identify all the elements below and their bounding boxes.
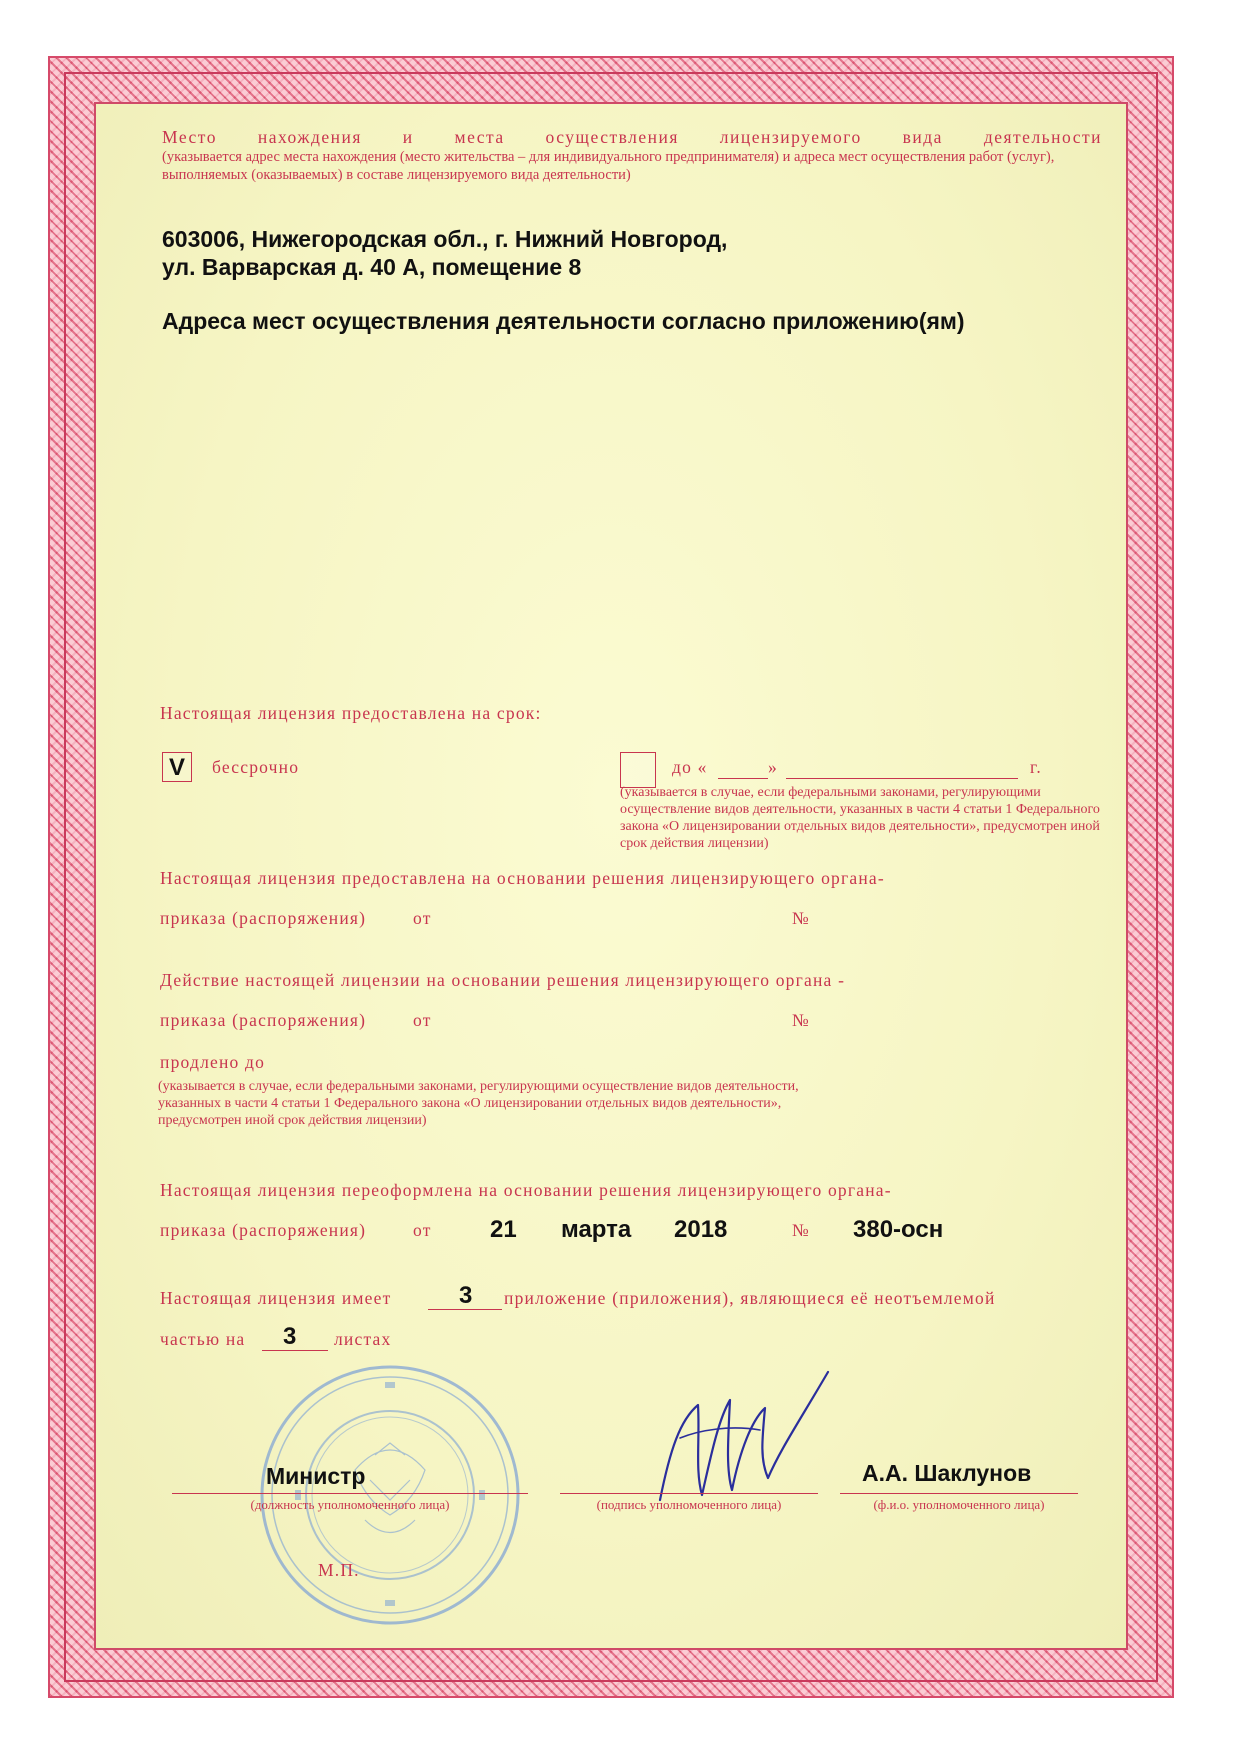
- address-line-2: ул. Варварская д. 40 А, помещение 8: [162, 254, 582, 280]
- until-checkbox[interactable]: [620, 752, 656, 788]
- appendices-suffix: приложение (приложения), являющиеся её неотъемлемой: [504, 1288, 996, 1308]
- reissue-month: марта: [561, 1216, 632, 1243]
- reissue-label: Настоящая лицензия переоформлена на основании решения лицензирующего органа-: [160, 1180, 892, 1200]
- until-note: (указывается в случае, если федеральными законами, регулирующими осуществление видов деятельности, указанных в части 4 статьи 1 Федерального закона «О лицензировании отдельных видов деятельности», предусмотрен иной срок действия лицензии): [620, 785, 1100, 851]
- unlimited-label: бессрочно: [212, 757, 300, 777]
- reissue-order-label: приказа (распоряжения): [160, 1220, 367, 1240]
- extension-label: Действие настоящей лицензии на основании решения лицензирующего органа -: [160, 970, 846, 990]
- sheets-suffix: листах: [334, 1329, 392, 1349]
- name-line: [840, 1493, 1078, 1494]
- reissue-number: 380-осн: [853, 1216, 944, 1243]
- appendices-count: 3: [459, 1282, 473, 1309]
- term-label: Настоящая лицензия предоставлена на срок:: [160, 703, 542, 723]
- reissue-year: 2018: [674, 1216, 728, 1243]
- basis-number-sign: №: [792, 908, 810, 928]
- unlimited-checkbox[interactable]: [162, 752, 192, 782]
- basis-order-label: приказа (распоряжения): [160, 908, 367, 928]
- extension-from: от: [413, 1010, 432, 1030]
- check-mark: V: [168, 754, 185, 781]
- until-mid: »: [768, 757, 778, 777]
- sheets-prefix: частью на: [160, 1329, 246, 1349]
- name-caption: (ф.и.о. уполномоченного лица): [873, 1497, 1045, 1512]
- extension-order-label: приказа (распоряжения): [160, 1010, 367, 1030]
- position-value: Министр: [266, 1463, 366, 1489]
- position-line: [172, 1493, 528, 1494]
- name-value: А.А. Шаклунов: [862, 1460, 1032, 1486]
- signature-line: [560, 1493, 818, 1494]
- signature-caption: (подпись уполномоченного лица): [596, 1497, 782, 1512]
- until-day-line: [718, 778, 768, 779]
- header-title: Место нахождения и места осуществления лицензируемого вида деятельности: [162, 127, 1102, 147]
- extension-note: (указывается в случае, если федеральными законами, регулирующими осуществление видов деятельности, указанных в части 4 статьи 1 Федерального закона «О лицензировании отдельных видов деятельности», предусмотрен иной срок действия лицензии): [158, 1079, 799, 1128]
- reissue-day: 21: [490, 1216, 517, 1243]
- reissue-from: от: [413, 1220, 432, 1240]
- extended-until-label: продлено до: [160, 1052, 266, 1072]
- until-suffix: г.: [1030, 757, 1042, 777]
- until-prefix: до «: [672, 757, 708, 777]
- address-line-1: 603006, Нижегородская обл., г. Нижний Новгород,: [162, 226, 728, 252]
- official-seal-stamp: [255, 1360, 525, 1630]
- appendices-prefix: Настоящая лицензия имеет: [160, 1288, 392, 1308]
- header-note: (указывается адрес места нахождения (место жительства – для индивидуального предпринимателя) и адреса мест осуществления работ (услуг), выполняемых (оказываемых) в составе лицензируемого вида деятельности): [162, 149, 1055, 183]
- sheets-count: 3: [283, 1323, 297, 1350]
- seal-place-mark: М.П.: [318, 1560, 360, 1580]
- until-month-line: [786, 778, 1018, 779]
- reissue-number-sign: №: [792, 1220, 810, 1240]
- basis-label: Настоящая лицензия предоставлена на основании решения лицензирующего органа-: [160, 868, 885, 888]
- position-caption: (должность уполномоченного лица): [250, 1497, 450, 1512]
- basis-from: от: [413, 908, 432, 928]
- address-line-3: Адреса мест осуществления деятельности согласно приложению(ям): [162, 308, 965, 334]
- extension-number-sign: №: [792, 1010, 810, 1030]
- handwritten-signature: [640, 1360, 840, 1510]
